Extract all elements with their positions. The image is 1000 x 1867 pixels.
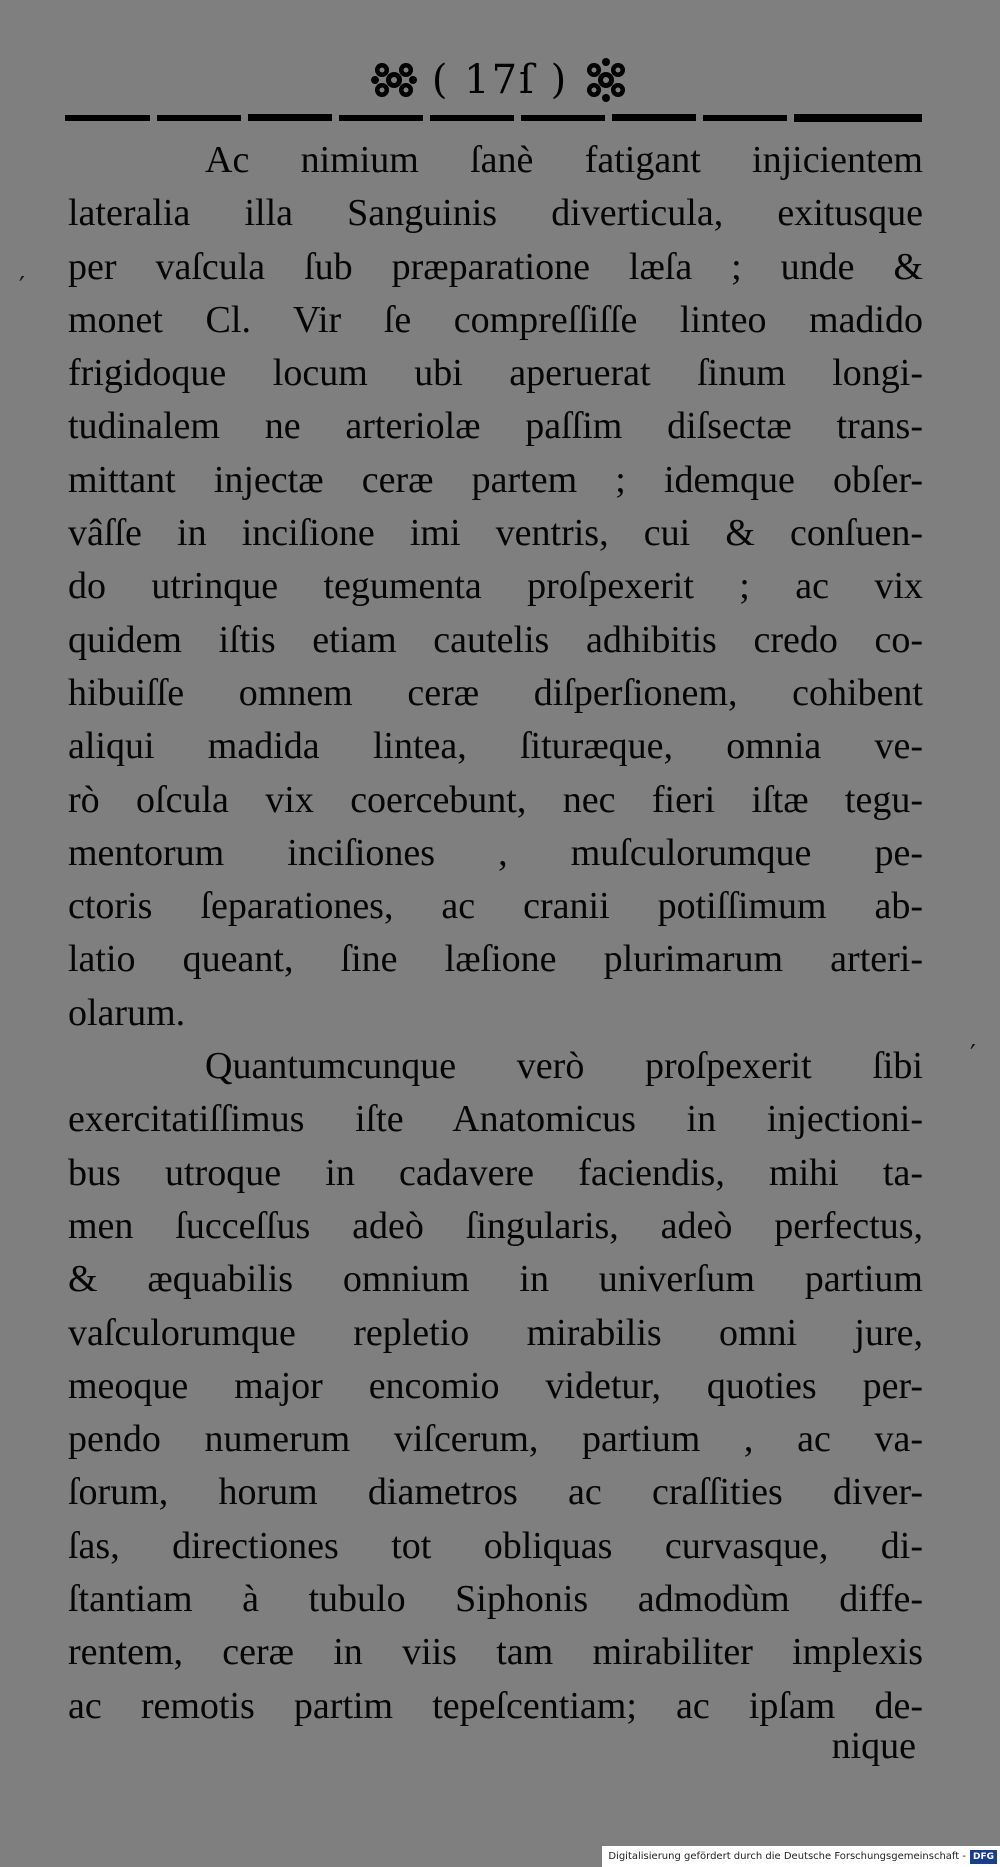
body-text: [68, 134, 923, 1733]
text-line: rentem, ceræ in viis tam mirabiliter implexis: [68, 1631, 923, 1674]
text-line: lateralia illa Sanguinis diverticula, exitusque: [68, 192, 923, 235]
text-line: per vaſcula ſub præparatione læſa ; unde &: [68, 245, 923, 288]
header-rule: [65, 114, 922, 122]
text-line: monet Cl. Vir ſe compreſſiſſe linteo madido: [68, 298, 923, 341]
text-line: & æquabilis omnium in univerſum partium: [68, 1258, 923, 1301]
footer-credit: [602, 1846, 1000, 1867]
text-line: pendo numerum viſcerum, partium , ac va-: [68, 1418, 923, 1461]
text-line: ſorum, horum diametros ac craſſities diver-: [68, 1471, 923, 1514]
text-line: olarum.: [68, 991, 186, 1034]
text-line: aliqui madida lintea, ſituræque, omnia ve-: [68, 725, 923, 768]
text-line: meoque major encomio videtur, quoties per-: [68, 1364, 923, 1407]
fleuron-icon: [370, 58, 418, 102]
margin-mark: ′: [19, 272, 25, 302]
text-line: vaſculorumque repletio mirabilis omni jure,: [68, 1311, 923, 1354]
text-line: ſtantiam à tubulo Siphonis admodùm diffe-: [68, 1578, 923, 1621]
text-line: ac remotis partim tepeſcentiam; ac ipſam de-: [68, 1684, 923, 1727]
text-line: quidem iſtis etiam cautelis adhibitis credo co-: [68, 618, 923, 661]
text-line: ſas, directiones tot obliquas curvasque, di-: [68, 1524, 923, 1567]
text-line: bus utroque in cadavere faciendis, mihi ta-: [68, 1151, 923, 1194]
text-line: hibuiſſe omnem ceræ diſperſionem, cohibent: [68, 671, 923, 714]
text-line: frigidoque locum ubi aperuerat ſinum longi-: [68, 352, 923, 395]
dfg-logo: DFG: [970, 1850, 997, 1864]
text-line: ctoris ſeparationes, ac cranii potiſſimum ab-: [68, 885, 923, 928]
page-header: [0, 50, 1000, 110]
text-line: mentorum inciſiones , muſculorumque pe-: [68, 831, 923, 874]
funding-credit-text: Digitalisierung gefördert durch die Deutsche Forschungsgemeinschaft -: [608, 1851, 966, 1862]
text-line: mittant injectæ ceræ partem ; idemque obſer-: [68, 458, 923, 501]
text-line: latio queant, ſine læſione plurimarum arteri-: [68, 938, 923, 981]
fleuron-icon: [582, 58, 630, 102]
text-line: Ac nimium ſanè fatigant injicientem: [205, 139, 923, 181]
text-line: vâſſe in inciſione imi ventris, cui & conſuen-: [68, 512, 923, 555]
text-line: do utrinque tegumenta proſpexerit ; ac vix: [68, 565, 923, 608]
text-line: Quantumcunque verò proſpexerit ſibi: [205, 1045, 923, 1088]
text-line: exercitatiſſimus iſte Anatomicus in injectioni-: [68, 1098, 923, 1141]
page-number: ( 17ſ ): [431, 57, 569, 103]
text-line: tudinalem ne arteriolæ paſſim diſsectæ trans-: [68, 405, 923, 448]
margin-mark: ′: [970, 1040, 976, 1070]
catchword: nique: [831, 1725, 916, 1767]
text-line: rò oſcula vix coercebunt, nec fieri iſtæ tegu-: [68, 778, 923, 821]
text-line: men ſucceſſus adeò ſingularis, adeò perfectus,: [68, 1204, 923, 1247]
